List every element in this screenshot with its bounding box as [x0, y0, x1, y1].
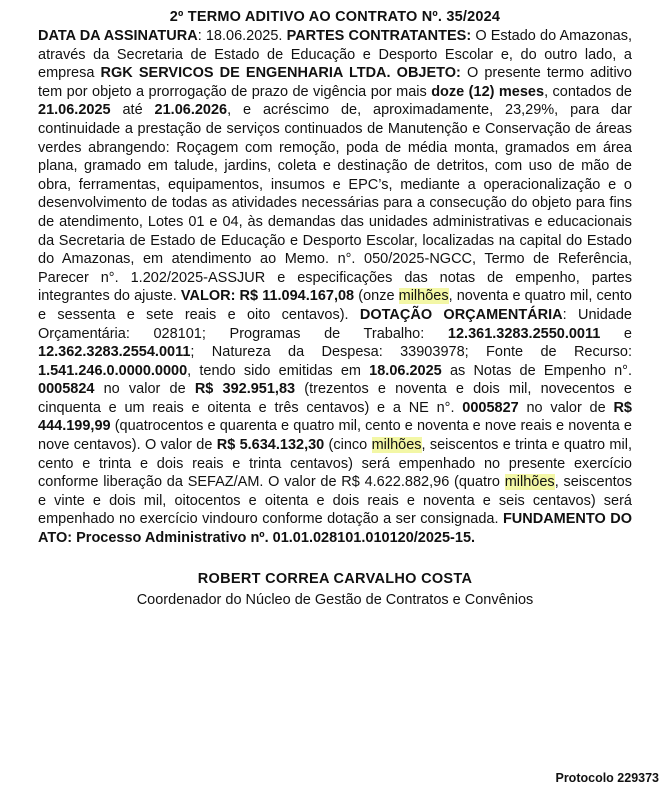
contract-body: DATA DA ASSINATURA: 18.06.2025. PARTES CONTRATANTES: O Estado do Amazonas, através da Secretaria de Estado de Educação e Desporto Escolar e, do outro lado, a empresa RGK SERVICOS DE ENGENHARIA LTDA. OBJETO: O presente termo aditivo tem por objeto a prorrogação de prazo de vigência por mais doze (12) meses, contados de 21.06.2025 até 21.06.2026, e acréscimo de, aproximadamente, 23,29%, para dar continuidade a prestação de serviços continuados de Manutenção e Conservação de áreas verdes abrangendo: Roçagem com remoção, poda de média monta, gramados em área plana, gramado em talude, jardins, coleta e destinação de detritos, com uso de mão de obra, ferramentas, equipamentos, insumos e EPC’s, mediante a operacionalização e o desenvolvimento de todas as atividades necessárias para a consecução do objeto para fins de atendimento, Lotes 01 e 04, às demandas das unidades administrativas e educacionais da Secretaria de Estado de Educação e Desporto Escolar, localizadas na capital do Estado do Amazonas, em atendimento ao Memo. n°. 050/2025-NGCC, Termo de Referência, Parecer n°. 1.202/2025-ASSJUR e especificações das notas de empenho, partes integrantes do ajuste. VALOR: R$ 11.094.167,08 (onze milhões, noventa e quatro mil, cento e sessenta e sete reais e oito centavos). DOTAÇÃO ORÇAMENTÁRIA: Unidade Orçamentária: 028101; Programas de Trabalho: 12.361.3283.2550.0011 e 12.362.3283.2554.0011; Natureza da Despesa: 33903978; Fonte de Recurso: 1.541.246.0.0000.0000, tendo sido emitidas em 18.06.2025 as Notas de Empenho n°. 0005824 no valor de R$ 392.951,83 (trezentos e noventa e dois mil, novecentos e cinquenta e um reais e oitenta e três centavos) e a NE n°. 0005827 no valor de R$ 444.199,99 (quatrocentos e quarenta e quatro mil, cento e noventa e nove reais e noventa e nove centavos). O valor de R$ 5.634.132,30 (cinco milhões, seiscentos e trinta e quatro mil, cento e trinta e dois reais e trinta centavos) será empenhado no presente exercício conforme liberação da SEFAZ/AM. O valor de R$ 4.622.882,96 (quatro milhões, seiscentos e vinte e dois mil, oitocentos e oitenta e dois reais e noventa e seis centavos) será empenhado no exercício vindouro conforme dotação a ser consignada. FUNDAMENTO DO ATO: Processo Administrativo nº. 01.01.028101.010120/2025-15.: [38, 28, 633, 547]
commitment-value-2: R$ 444.199,99: [38, 399, 632, 435]
program-code-2: 12.362.3283.2554.0011: [38, 344, 191, 361]
signer-name: ROBERT CORREA CARVALHO COSTA: [197, 570, 473, 587]
commitment-note-2: 0005827: [462, 399, 519, 416]
highlight-term: milhões: [371, 437, 422, 454]
commitment-note-1: 0005824: [38, 381, 95, 398]
label-value: VALOR:: [180, 288, 236, 305]
legal-basis: FUNDAMENTO DO ATO: Processo Administrativo nº. 01.01.028101.010120/2025-15.: [38, 511, 632, 547]
label-budget: DOTAÇÃO ORÇAMENTÁRIA: [359, 306, 563, 323]
funding-source: 1.541.246.0.0000.0000: [38, 362, 188, 379]
signer-role: Coordenador do Núcleo de Gestão de Contratos e Convênios: [136, 591, 534, 608]
label-object: OBJETO:: [396, 65, 461, 82]
label-signature-date: DATA DA ASSINATURA: [38, 28, 198, 44]
highlight-term: milhões: [504, 474, 555, 491]
term-duration: doze (12) meses: [431, 83, 545, 100]
protocol-number: Protocolo 229373: [555, 771, 659, 785]
current-year-value: R$ 5.634.132,30: [216, 437, 325, 454]
end-date: 21.06.2026: [154, 102, 228, 119]
commitment-value-1: R$ 392.951,83: [194, 381, 296, 398]
label-parties: PARTES CONTRATANTES:: [286, 28, 472, 44]
total-value: R$ 11.094.167,08: [239, 288, 355, 305]
start-date: 21.06.2025: [38, 102, 111, 119]
document-title: 2º TERMO ADITIVO AO CONTRATO Nº. 35/2024: [169, 9, 501, 25]
program-code-1: 12.361.3283.2550.0011: [447, 325, 601, 342]
company-name: RGK SERVICOS DE ENGENHARIA LTDA.: [100, 65, 391, 82]
issue-date: 18.06.2025: [369, 362, 442, 379]
document-page: [38, 8, 632, 610]
highlight-term: milhões: [398, 288, 449, 305]
